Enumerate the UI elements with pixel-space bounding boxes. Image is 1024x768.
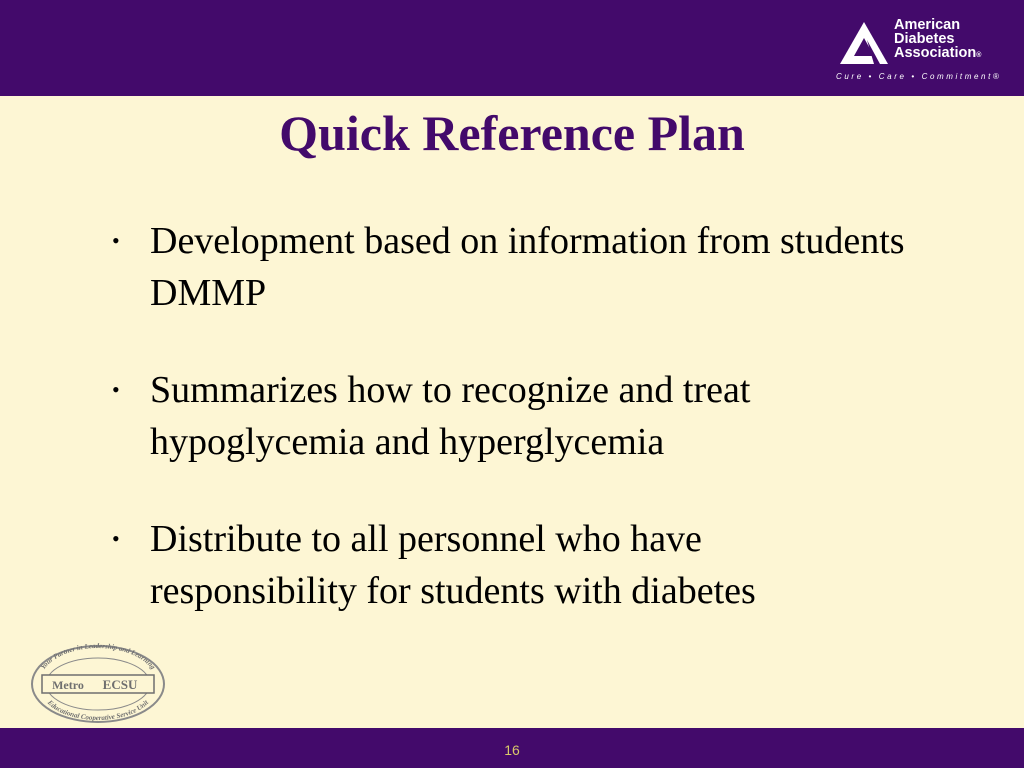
slide-title: Quick Reference Plan [279, 105, 745, 161]
ada-name [894, 18, 981, 63]
bullet-item [112, 364, 912, 468]
bullet-dot: • [112, 526, 120, 551]
ada-registered-mark: ® [976, 52, 982, 59]
metro-ecsu-seal-icon [28, 640, 168, 724]
seal-name-left: Metro [52, 678, 84, 692]
bullet-dot: • [112, 377, 120, 402]
bullet-text: Distribute to all personnel who have responsibility for students with diabetes [150, 518, 756, 612]
bullet-text: Summarizes how to recognize and treat hypoglycemia and hyperglycemia [150, 369, 751, 463]
metro-ecsu-seal [28, 640, 168, 724]
svg-text:Your Partner in Leadership and [39, 642, 157, 671]
triangle-a-logo-icon [838, 20, 890, 66]
ada-logo [836, 18, 1006, 84]
bullet-item [112, 513, 912, 617]
bullet-text: Development based on information from students DMMP [150, 220, 905, 314]
ada-name-line2: Diabetes [894, 31, 955, 47]
bullet-list [112, 215, 912, 662]
seal-bottom-arc: Educational Cooperative Service Unit [45, 698, 151, 723]
ada-name-line1: American [894, 17, 961, 33]
seal-name-right: ECSU [102, 677, 138, 692]
ada-name-line3: Association [894, 45, 977, 61]
ada-tagline: Cure • Care • Commitment® [836, 72, 1002, 81]
bullet-item [112, 215, 912, 319]
page-number: 16 [504, 742, 520, 758]
seal-top-arc: Your Partner in Leadership and Learning [39, 641, 157, 671]
bullet-dot: • [112, 228, 120, 253]
